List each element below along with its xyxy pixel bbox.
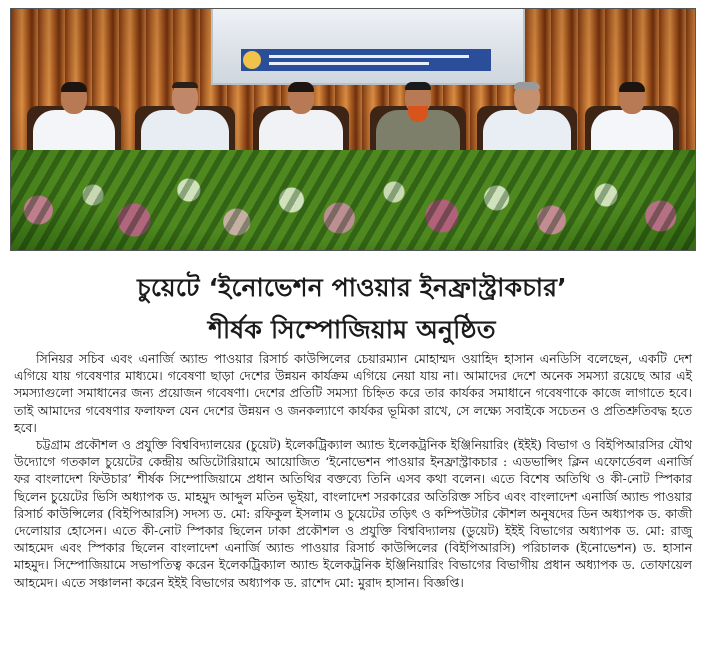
speaker-3 (259, 42, 343, 162)
article-paragraph-2: চট্টগ্রাম প্রকৌশল ও প্রযুক্তি বিশ্ববিদ্যালয়ের (চুয়েট) ইলেকট্রিক্যাল অ্যান্ড ইলেকট্রনিক ইঞ্জিনিয়ারিং (ইইই) বিভাগ ও বিইপিআরসির যৌথ উদ্যোগে গতকাল চুয়েটের কেন্দ্রীয় অডিটোরিয়ামে আয়োজিত ‘ইনোভেশন পাওয়ার ইনফ্রাস্ট্রাকচার : এডভান্সিং ক্লিন এফোর্ডেবল এনার্জি ফর বাংলাদেশ ফিউচার’ শীর্ষক সিম্পোজিয়ামে প্রধান অতিথির বক্তব্যে তিনি এসব কথা বলেন। এতে বিশেষ অতিথি ও কী-নোট স্পিকার ছিলেন চুয়েটের ভিসি অধ্যাপক ড. মাহমুদ আব্দুল মতিন ভূইয়া, বাংলাদেশ সরকারের অতিরিক্ত সচিব এবং বাংলাদেশ এনার্জি অ্যান্ড পাওয়ার রিসার্চ কাউন্সিলের (বিইপিআরসি) সদস্য ড. মো: রফিকুল ইসলাম ও চুয়েটের তড়িৎ ও কম্পিউটার কৌশল অনুষদের ডিন অধ্যাপক ড. কাজী দেলোয়ার হোসেন। এতে কী-নোট স্পিকার ছিলেন ঢাকা প্রকৌশল ও প্রযুক্তি বিশ্ববিদ্যালয় (ডুয়েট) ইইই বিভাগের অধ্যাপক ড. মো: রাজু আহমেদ এবং স্পিকার ছিলেন বাংলাদেশ এনার্জি অ্যান্ড পাওয়ার রিসার্চ কাউন্সিলের (বিইপিআরসি) পরিচালক (ইনোভেশন) ড. হাসান মাহমুদ। সিম্পোজিয়ামে সভাপতিত্ব করেন ইলেকট্রিক্যাল অ্যান্ড ইলেকট্রনিক ইঞ্জিনিয়ারিং বিভাগের বিভাগীয় প্রধান অধ্যাপক ড. তোফায়েল আহমেদ। এতে সঞ্চালনা করেন ইইই বিভাগের অধ্যাপক ড. রাশেদ মো: মুরাদ হাসান। বিজ্ঞপ্তি। (14, 437, 692, 590)
headline-line-2: শীর্ষক সিম্পোজিয়াম অনুষ্ঠিত (208, 315, 496, 344)
speaker-5 (483, 42, 571, 162)
speaker-6 (591, 42, 673, 162)
speaker-4 (376, 42, 460, 162)
headline-line-1: চুয়েটে ‘ইনোভেশন পাওয়ার ইনফ্রাস্ট্রাকচার’ (137, 273, 567, 302)
flower-decorated-table (11, 150, 695, 250)
speaker-2 (141, 42, 229, 162)
event-photo (10, 8, 696, 251)
article-paragraph-1: সিনিয়র সচিব এবং এনার্জি অ্যান্ড পাওয়ার রিসার্চ কাউন্সিলের চেয়ারম্যান মোহাম্মদ ওয়াহিদ হাসান এনডিসি বলেছেন, একটি দেশ এগিয়ে যায় গবেষণার মাধ্যমে। গবেষণা ছাড়া দেশের উন্নয়ন কার্যক্রম এগিয়ে নেয়া যায় না। আমাদের দেশে অনেক সমস্যা রয়েছে আর এই সমস্যাগুলো সমাধানের জন্য প্রয়োজন গবেষণা। দেশের প্রতিটি সমস্যা চিহ্নিত করে তার কার্যকর সমাধানে গবেষণাকে কাজে লাগাতে হবে। তাই আমাদের গবেষণার ফলাফল যেন দেশের উন্নয়ন ও জনকল্যাণে কার্যকর ভূমিকা রাখে, সে লক্ষ্যে সবাইকে সচেতন ও প্রতিশ্রুতিবদ্ধ হতে হবে। (14, 351, 693, 435)
article-body (14, 350, 692, 591)
speaker-1 (33, 42, 115, 162)
